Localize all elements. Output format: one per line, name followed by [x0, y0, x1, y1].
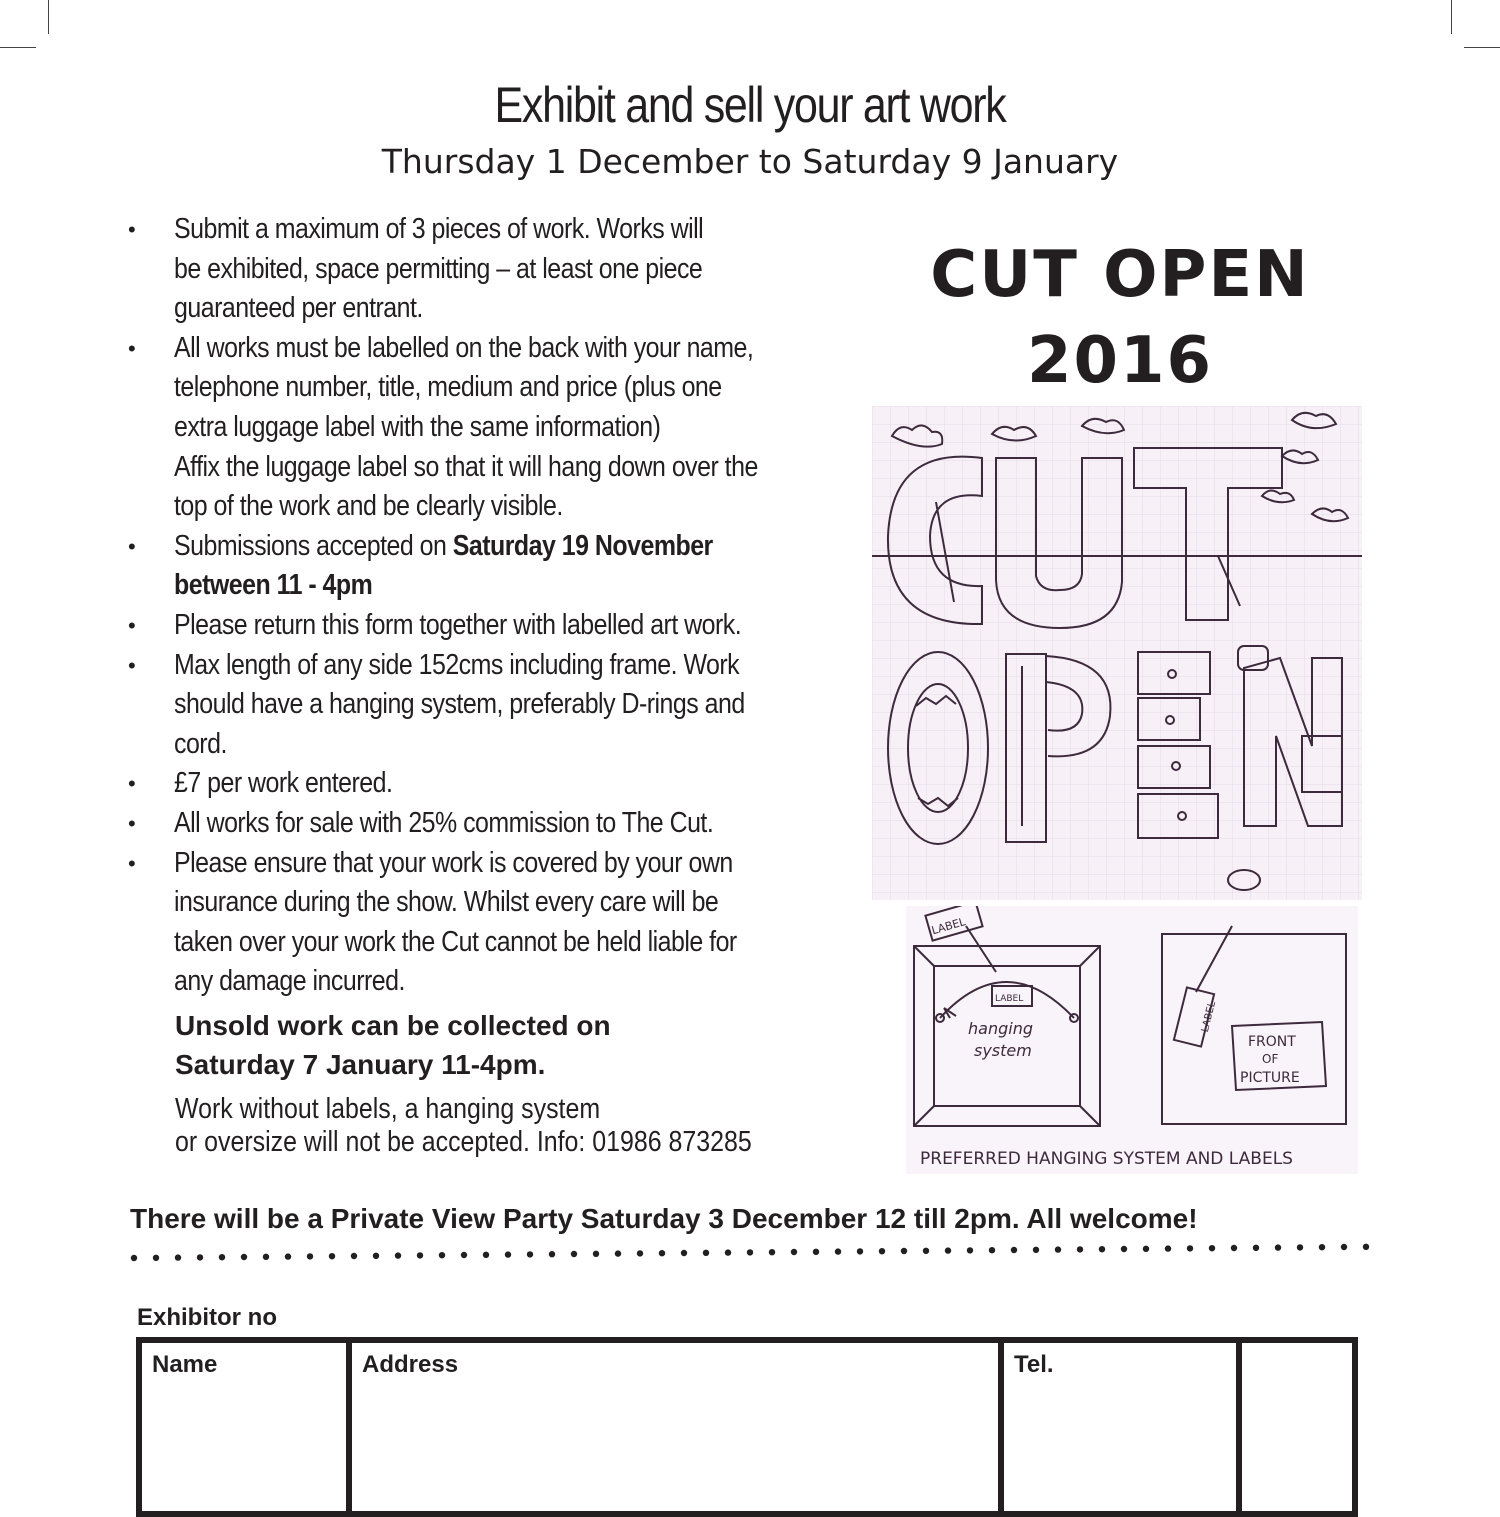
divider-dot: [1319, 1244, 1325, 1250]
list-item-line: [174, 527, 754, 567]
front-tag: LABEL: [1199, 1000, 1219, 1034]
divider-dot: [549, 1251, 555, 1257]
list-item-line: • All works for sale with 25% commission to The Cut.: [174, 806, 714, 839]
divider-dot: [571, 1251, 577, 1257]
crop-mark: [1464, 47, 1500, 48]
divider-dot: [131, 1255, 137, 1261]
list-item-line: • Please ensure that your work is covered by your own: [174, 846, 733, 879]
private-view-announcement: There will be a Private View Party Saturday 3 December 12 till 2pm. All welcome!: [130, 1203, 1198, 1234]
list-item: [128, 764, 848, 804]
crop-mark: [48, 0, 49, 34]
divider-dot: [461, 1252, 467, 1258]
divider-dot: [747, 1249, 753, 1255]
cut-open-illustration: [872, 406, 1362, 900]
list-item-line: should have a hanging system, preferably D-rings and: [174, 688, 745, 721]
inner-label: LABEL: [995, 994, 1024, 1004]
divider-dot: [373, 1253, 379, 1259]
cut-open-drawing: [872, 406, 1362, 900]
divider-dot: [175, 1254, 181, 1260]
list-item: [128, 646, 848, 765]
divider-dot: [901, 1248, 907, 1254]
list-item: [128, 804, 848, 844]
front-label-line: FRONT: [1248, 1034, 1296, 1050]
divider-dot: [1033, 1247, 1039, 1253]
submission-text: Submissions accepted on: [174, 529, 453, 562]
list-item-line: Affix the luggage label so that it will hang down over the: [174, 450, 758, 483]
list-item-line: cord.: [174, 727, 227, 760]
divider-dot: [395, 1252, 401, 1258]
divider-dot: [241, 1254, 247, 1260]
divider-dot: [219, 1254, 225, 1260]
divider-dot: [1341, 1244, 1347, 1250]
list-item-line: telephone number, title, medium and price (plus one: [174, 371, 722, 404]
list-item: [128, 329, 848, 527]
divider-dot: [1077, 1246, 1083, 1252]
list-item: [128, 527, 848, 606]
exhibitor-form-table: [136, 1337, 1358, 1517]
divider-dot: [307, 1253, 313, 1259]
front-label-line: PICTURE: [1240, 1070, 1300, 1086]
divider-dot: [791, 1249, 797, 1255]
divider-dot: [483, 1252, 489, 1258]
divider-dot: [197, 1254, 203, 1260]
divider-dot: [1209, 1245, 1215, 1251]
acceptance-line: Work without labels, a hanging system: [175, 1093, 601, 1125]
front-label-line: OF: [1262, 1052, 1279, 1066]
submission-date: Saturday 19 November: [452, 529, 713, 562]
divider-dot: [681, 1250, 687, 1256]
exhibitor-number-label: Exhibitor no: [137, 1304, 277, 1331]
divider-dot: [1165, 1245, 1171, 1251]
divider-dot: [263, 1254, 269, 1260]
divider-dot: [1363, 1244, 1369, 1250]
list-item-line: taken over your work the Cut cannot be held liable for: [174, 925, 737, 958]
name-field[interactable]: Name: [139, 1340, 349, 1514]
rules-list: [128, 210, 848, 1002]
divider-dot: [703, 1250, 709, 1256]
list-item: [128, 210, 848, 329]
divider-dot: [1055, 1246, 1061, 1252]
list-item-line: guaranteed per entrant.: [174, 292, 423, 325]
dotted-divider: [124, 1240, 1384, 1264]
divider-dot: [527, 1251, 533, 1257]
telephone-field[interactable]: Tel.: [1001, 1340, 1239, 1514]
divider-dot: [351, 1253, 357, 1259]
divider-dot: [1143, 1246, 1149, 1252]
divider-dot: [725, 1249, 731, 1255]
divider-dot: [879, 1248, 885, 1254]
hanging-text: hanging: [968, 1019, 1033, 1038]
divider-dot: [1275, 1244, 1281, 1250]
list-item-line: • Submit a maximum of 3 pieces of work. Works will: [174, 213, 704, 245]
list-item-line: be exhibited, space permitting – at least one piece: [174, 252, 703, 285]
hanging-system-drawing: [906, 906, 1358, 1174]
list-item-line: insurance during the show. Whilst every care will be: [174, 886, 719, 919]
divider-dot: [329, 1253, 335, 1259]
label-tag: LABEL: [930, 915, 967, 938]
divider-dot: [417, 1252, 423, 1258]
divider-dot: [439, 1252, 445, 1258]
divider-dot: [637, 1250, 643, 1256]
event-title-year: 2016: [1026, 324, 1214, 398]
event-title-line: CUT OPEN: [930, 238, 1310, 312]
acceptance-line: or oversize will not be accepted. Info: 01986 873285: [175, 1126, 752, 1158]
divider-dot: [505, 1251, 511, 1257]
divider-dot: [1231, 1245, 1237, 1251]
list-item-line: any damage incurred.: [174, 965, 405, 998]
system-text: system: [974, 1041, 1032, 1060]
list-item-line: • Max length of any side 152cms including frame. Work: [174, 648, 740, 681]
divider-dot: [967, 1247, 973, 1253]
divider-dot: [285, 1253, 291, 1259]
collection-line: Unsold work can be collected on: [175, 1010, 611, 1041]
divider-dot: [593, 1251, 599, 1257]
divider-dot: [153, 1255, 159, 1261]
divider-dot: [1121, 1246, 1127, 1252]
divider-dot: [659, 1250, 665, 1256]
list-item-line: top of the work and be clearly visible.: [174, 490, 563, 523]
divider-dot: [813, 1249, 819, 1255]
acceptance-notice: [175, 1093, 846, 1159]
illustration-caption: PREFERRED HANGING SYSTEM AND LABELS: [920, 1149, 1293, 1169]
divider-dot: [835, 1248, 841, 1254]
divider-dot: [945, 1247, 951, 1253]
hanging-system-illustration: [906, 906, 1358, 1174]
list-item: [128, 606, 848, 646]
collection-notice: [175, 1006, 611, 1084]
divider-dot: [615, 1250, 621, 1256]
address-field[interactable]: Address: [349, 1340, 1001, 1514]
event-title: [870, 232, 1370, 404]
divider-dot: [769, 1249, 775, 1255]
crop-mark: [1451, 0, 1452, 34]
list-item-line: • Please return this form together with labelled art work.: [174, 608, 742, 641]
divider-dot: [989, 1247, 995, 1253]
list-item-line: • All works must be labelled on the back with your name,: [174, 331, 754, 364]
divider-dot: [1297, 1244, 1303, 1250]
list-item-line: extra luggage label with the same information): [174, 410, 661, 443]
list-item: [128, 844, 848, 1002]
crop-mark: [0, 47, 36, 48]
divider-dot: [1011, 1247, 1017, 1253]
list-item-line: • £7 per work entered.: [174, 767, 393, 800]
collection-line: Saturday 7 January 11-4pm.: [175, 1049, 546, 1080]
exhibition-dates: Thursday 1 December to Saturday 9 January: [381, 142, 1119, 181]
divider-dot: [1187, 1245, 1193, 1251]
divider-dot: [857, 1248, 863, 1254]
divider-dot: [1253, 1245, 1259, 1251]
submission-time: between 11 - 4pm: [174, 569, 373, 602]
divider-dot: [1099, 1246, 1105, 1252]
extra-field[interactable]: [1239, 1340, 1355, 1514]
headline: Exhibit and sell your art work: [494, 77, 1006, 133]
divider-dot: [923, 1248, 929, 1254]
